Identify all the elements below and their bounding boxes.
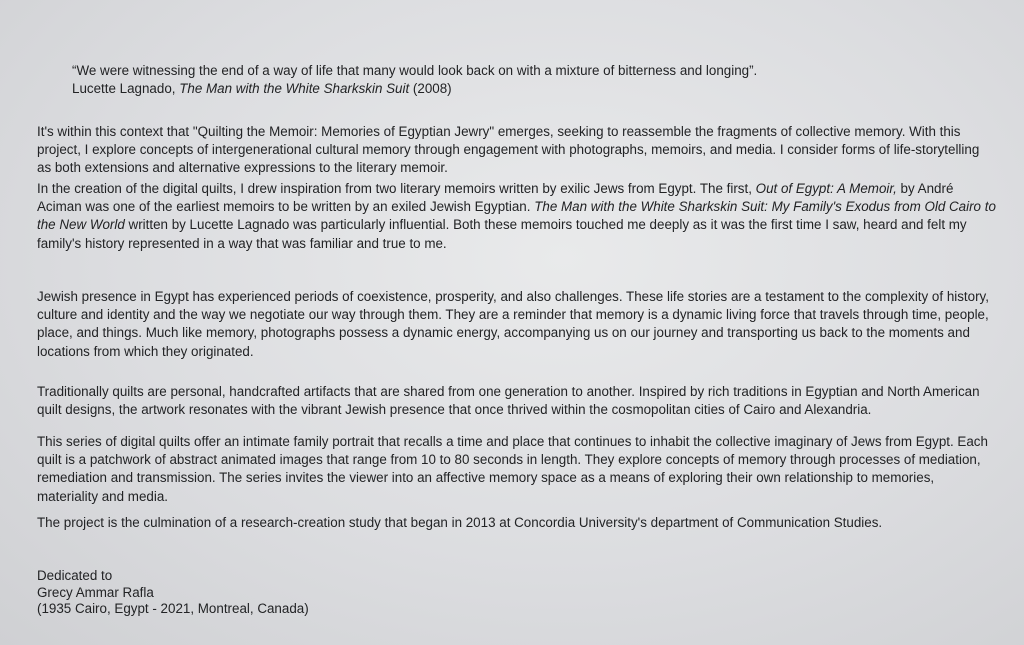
paragraph-jewish-presence: Jewish presence in Egypt has experienced periods of coexistence, prosperity, and also challenges. These life stories are a testament to the complexity of history, culture and identity and the way we negotiate our way through them. They are a reminder that memory is a dynamic living force that travels through time, people, place, and things. Much like memory, photographs possess a dynamic energy, accompanying us on our journey and transporting us back to the moments and locations from which they originated. [37, 289, 989, 359]
p2-part1: In the creation of the digital quilts, I drew inspiration from two literary memoirs written by exilic Jews from Egypt. The first, [37, 181, 756, 196]
dedication-dates: (1935 Cairo, Egypt - 2021, Montreal, Canada) [37, 601, 309, 616]
dedication-heading: Dedicated to [37, 568, 113, 583]
p2-part2: by André Aciman was one of the earliest memoirs to be written by an exiled Jewish Egyptian. [37, 181, 954, 215]
book-title-sharkskin-suit: The Man with the White Sharkskin Suit: My Family's Exodus from Old Cairo to the New World [37, 199, 996, 233]
paragraph-research-study: The project is the culmination of a research-creation study that began in 2013 at Concordia University's department of Communication Studies. [37, 515, 883, 530]
paragraph-digital-quilts: This series of digital quilts offer an intimate family portrait that recalls a time and place that continues to inhabit the collective imaginary of Jews from Egypt. Each quilt is a patchwork of abstract animated images that range from 10 to 80 seconds in length. They explore concepts of memory through processes of mediation, remediation and transmission. The series invites the viewer into an affective memory space as a means of exploring their own relationship to memories, materiality and media. [37, 434, 988, 504]
p2-part3: written by Lucette Lagnado was particularly influential. Both these memoirs touched me deeply as it was the first time I saw, heard and felt my family's history represented in a way that was familiar and true to me. [37, 217, 967, 251]
book-title-out-of-egypt: Out of Egypt: A Memoir, [755, 181, 897, 196]
paragraph-inspiration [37, 180, 997, 253]
quote-author: Lucette Lagnado, [72, 81, 180, 96]
dedication-block [37, 568, 309, 618]
dedication-name: Grecy Ammar Rafla [37, 584, 154, 600]
epigraph-quote [72, 62, 757, 98]
paragraph-quilts-tradition: Traditionally quilts are personal, handcrafted artifacts that are shared from one generation to another. Inspired by rich traditions in Egyptian and North American quilt designs, the artwork resonates with the vibrant Jewish presence that once thrived within the cosmopolitan cities of Cairo and Alexandria. [37, 384, 980, 418]
quote-year: (2008) [409, 81, 452, 96]
quote-attribution [72, 80, 757, 98]
quote-text: “We were witnessing the end of a way of life that many would look back on with a mixture of bitterness and longing”. [72, 63, 758, 78]
quote-book-title: The Man with the White Sharkskin Suit [179, 81, 410, 96]
paragraph-context: It's within this context that "Quilting the Memoir: Memories of Egyptian Jewry" emerges, seeking to reassemble the fragments of collective memory. With this project, I explore concepts of intergenerational cultural memory through engagement with photographs, memoirs, and media. I consider forms of life-storytelling as both extensions and alternative expressions to the literary memoir. [37, 124, 980, 176]
